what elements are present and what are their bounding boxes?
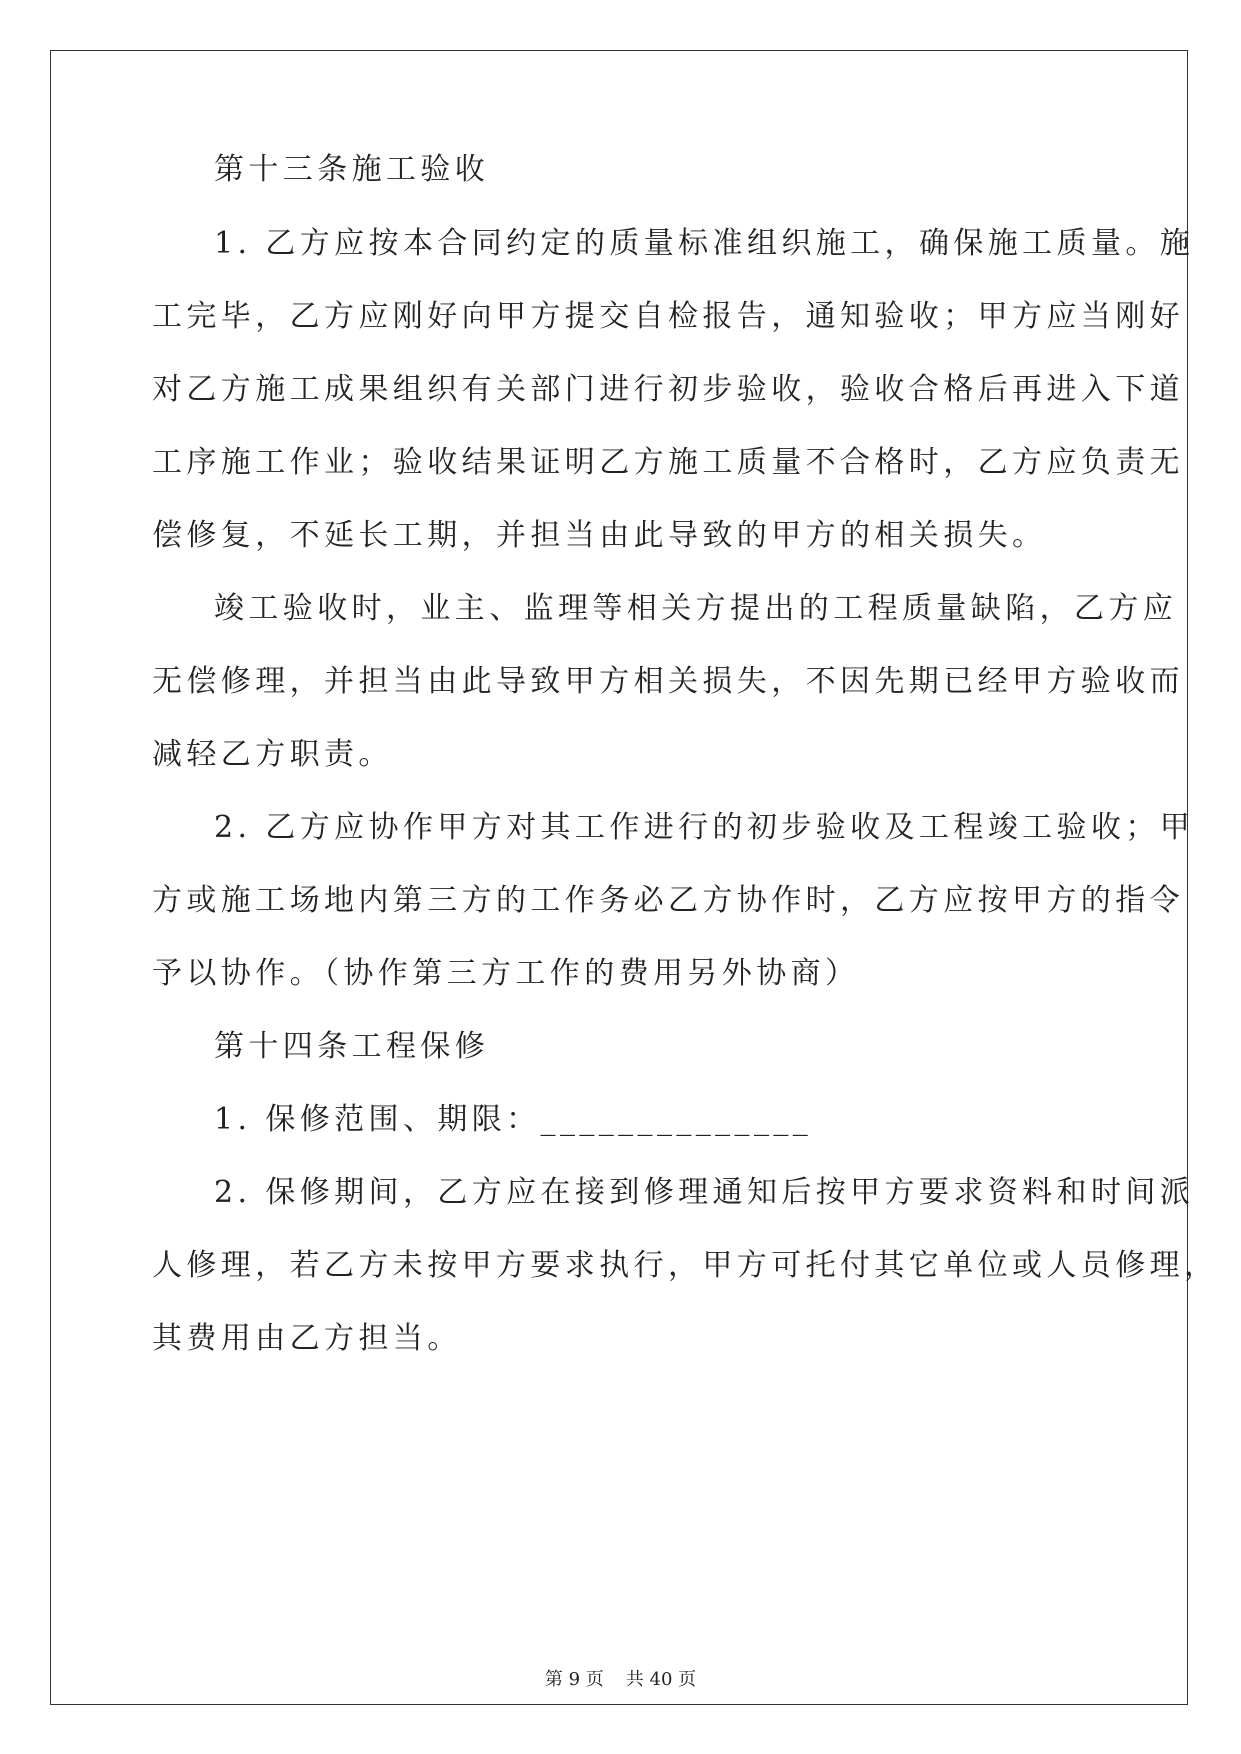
page-number: 第 9 页 — [544, 1669, 604, 1690]
paragraph-line: 1. 保修范围、期限：______________ — [214, 1102, 813, 1137]
paragraph-line: 人修理，若乙方未按甲方要求执行，甲方可托付其它单位或人员修理， — [152, 1248, 1219, 1283]
paragraph-line: 2. 保修期间，乙方应在接到修理通知后按甲方要求资料和时间派 — [214, 1175, 1195, 1210]
article-14-heading: 第十四条工程保修 — [214, 1029, 490, 1064]
article-13-heading: 第十三条施工验收 — [214, 152, 490, 187]
paragraph-line: 其费用由乙方担当。 — [152, 1321, 462, 1356]
paragraph-line: 减轻乙方职责。 — [152, 737, 393, 772]
paragraph-line: 工完毕，乙方应刚好向甲方提交自检报告，通知验收；甲方应当刚好 — [152, 299, 1184, 334]
paragraph-line: 竣工验收时，业主、监理等相关方提出的工程质量缺陷，乙方应 — [214, 591, 1178, 626]
paragraph-line: 方或施工场地内第三方的工作务必乙方协作时，乙方应按甲方的指令 — [152, 883, 1184, 918]
page-footer — [0, 1668, 1241, 1692]
paragraph-line: 工序施工作业；验收结果证明乙方施工质量不合格时，乙方应负责无 — [152, 445, 1184, 480]
paragraph-line: 偿修复，不延长工期，并担当由此导致的甲方的相关损失。 — [152, 518, 1047, 553]
paragraph-line: 无偿修理，并担当由此导致甲方相关损失，不因先期已经甲方验收而 — [152, 664, 1184, 699]
paragraph-line: 予以协作。（协作第三方工作的费用另外协商） — [152, 956, 860, 991]
paragraph-line: 对乙方施工成果组织有关部门进行初步验收，验收合格后再进入下道 — [152, 372, 1184, 407]
page-total: 共 40 页 — [625, 1669, 697, 1690]
paragraph-line: 2. 乙方应协作甲方对其工作进行的初步验收及工程竣工验收；甲 — [214, 810, 1195, 845]
paragraph-line: 1. 乙方应按本合同约定的质量标准组织施工，确保施工质量。施 — [214, 226, 1195, 261]
